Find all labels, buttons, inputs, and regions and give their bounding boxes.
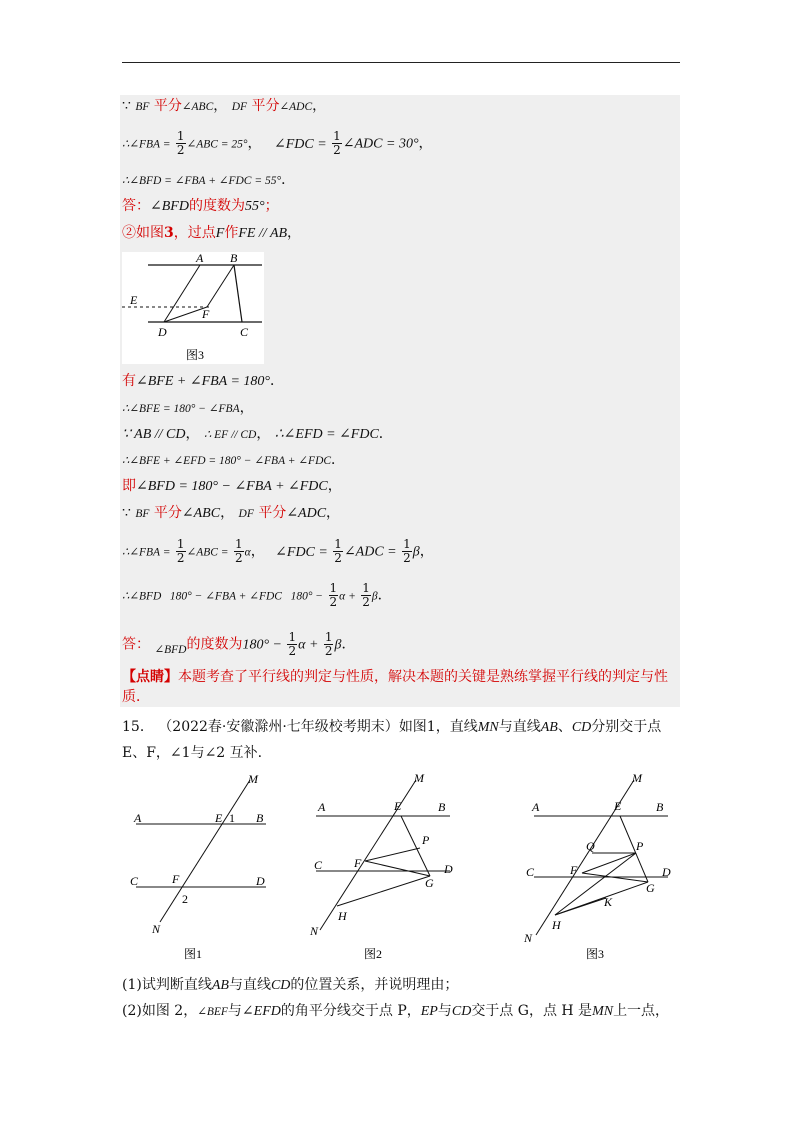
parallel-statement: FE // AB (238, 226, 288, 241)
case-text: ②如图 (122, 225, 164, 241)
label-e: E (394, 799, 402, 813)
equation-part: ∠FDC = (275, 544, 328, 560)
problem-text: 与直线 (498, 719, 541, 735)
label-b: B (438, 800, 446, 814)
frac-den: 2 (324, 644, 333, 658)
frac-num: 1 (334, 537, 342, 551)
label-c: C (314, 858, 323, 872)
comment-label: 【点睛】 (122, 669, 178, 685)
frac-den: 2 (333, 143, 341, 157)
label-a: A (532, 800, 540, 814)
label-b: B (656, 800, 664, 814)
equation: ∴∠EFD = ∠FDC (274, 427, 379, 442)
label-c: C (526, 865, 535, 879)
equation-part: ∴∠BFD 180° − ∠FBA + ∠FDC 180° − (122, 590, 324, 603)
frac-den: 2 (176, 143, 185, 157)
equation: ∠BFD = 180° − ∠FBA + ∠FDC (136, 479, 328, 494)
separator: ， (419, 543, 434, 560)
answer-1 (122, 197, 279, 216)
label-h: H (552, 918, 561, 932)
angle-adc: ∠ADC (286, 506, 327, 521)
frac-den: 2 (176, 551, 185, 565)
equation-part: ∠ABC = 25° (186, 138, 248, 151)
figure-3-diagram (122, 252, 264, 364)
angle-bef: ∠BEF (197, 1006, 228, 1018)
separator: ， (418, 135, 433, 152)
question-text: 上一点， (613, 1003, 670, 1019)
problem-text: 分别交于点 (591, 719, 662, 735)
frac-den: 2 (288, 644, 297, 658)
problem-text: E、F，∠1与∠2 互补. (122, 745, 263, 761)
p15-figure-2 (309, 771, 453, 961)
line-mn: MN (477, 720, 499, 735)
segment-df: DF (238, 508, 254, 520)
label-g: G (425, 876, 434, 890)
equation-part: ∠ADC = (343, 544, 397, 560)
separator: ． (377, 587, 392, 604)
figure-caption: 图2 (364, 947, 383, 961)
problem-15-line-2 (122, 744, 262, 762)
alpha-symbol: α + (339, 590, 356, 603)
question-2 (122, 1002, 669, 1021)
frac-num: 1 (235, 537, 243, 551)
segment-bf: BF (135, 508, 150, 520)
solution-line-7 (122, 425, 393, 444)
frac-num: 1 (329, 581, 338, 595)
separator: ， (185, 426, 200, 442)
have-text: 有 (122, 373, 136, 389)
question-text: (1)试判断直线 (122, 977, 212, 993)
point-f: F (215, 226, 225, 241)
problem-15-line-1 (122, 718, 661, 737)
fraction-half (361, 582, 371, 609)
solution-line-1 (122, 97, 326, 116)
segment-df: DF (231, 101, 248, 113)
angle-abc: ∠ABC (181, 506, 221, 521)
question-text: 交于点 G，点 H 是 (471, 1003, 593, 1019)
because-symbol: ∵ (122, 98, 131, 114)
fraction-half (324, 631, 334, 658)
comment-line-1 (122, 668, 668, 686)
line-cd: CD (451, 1004, 472, 1019)
equation-part: ∠ADC = 30° (342, 136, 419, 152)
equation: ∴ EF // CD (203, 429, 257, 441)
label-f: F (172, 872, 180, 886)
figure-caption: 图3 (186, 348, 205, 362)
line-cd: CD (571, 720, 592, 735)
fraction-half (234, 538, 244, 565)
equation: ∵ AB // CD (122, 427, 186, 442)
label-p: P (636, 839, 644, 853)
label-d: D (158, 325, 167, 339)
solution-line-2 (122, 130, 433, 157)
answer-text: 的度数为 (188, 198, 245, 214)
angle-adc: ∠ADC (279, 101, 313, 113)
label-f: F (570, 863, 578, 877)
solution-line-9 (122, 477, 342, 496)
answer-value: 180° − (242, 637, 282, 653)
separator: ， (312, 98, 327, 114)
label-b: B (256, 811, 264, 825)
figure-number: 3 (164, 225, 174, 241)
equation: ∴∠BFE + ∠EFD = 180° − ∠FBA + ∠FDC (122, 455, 332, 467)
equation-part: ∴∠FBA = (122, 546, 171, 559)
separator: ． (331, 452, 346, 468)
label-n: N (310, 924, 319, 938)
fraction-half (176, 538, 186, 565)
label-e: E (215, 811, 223, 825)
frac-num: 1 (324, 630, 333, 644)
line-ab: AB (540, 720, 558, 735)
figure-caption: 图3 (586, 947, 605, 961)
case-text: 作 (224, 225, 239, 241)
fraction-half (333, 538, 343, 565)
separator: ； (264, 198, 279, 214)
beta-symbol: β (334, 637, 342, 653)
separator: ， (220, 505, 235, 521)
bisect-text: 平分 (153, 98, 182, 114)
bisect-text: 平分 (153, 505, 182, 521)
label-f: F (354, 856, 362, 870)
fraction-half (176, 130, 186, 157)
separator: ． (341, 636, 356, 653)
separator: ， (327, 478, 342, 494)
label-d: D (662, 865, 671, 879)
label-b: B (230, 252, 238, 265)
question-text: (2)如图 2， (122, 1003, 198, 1019)
label-k: K (604, 895, 613, 909)
frac-num: 1 (288, 630, 297, 644)
solution-line-6 (122, 399, 254, 418)
label-g: G (646, 881, 655, 895)
beta-symbol: β (412, 544, 420, 560)
separator: ． (378, 426, 393, 442)
frac-den: 2 (329, 595, 338, 609)
angle-abc: ∠ABC (181, 101, 214, 113)
separator: ， (247, 135, 262, 152)
equation: ∠BFE + ∠FBA = 180° (136, 374, 271, 389)
label-d: D (256, 874, 265, 888)
beta-symbol: β (371, 590, 378, 603)
line-ab: AB (211, 978, 229, 993)
solution-figure-3 (122, 252, 264, 364)
comment-text: 本题考查了平行线的判定与性质，解决本题的关键是熟练掌握平行线的判定与性 (178, 669, 668, 685)
label-a: A (196, 252, 204, 265)
solution-line-5 (122, 372, 284, 391)
label-h: H (338, 909, 347, 923)
equation-part: ∴∠FBA = (122, 138, 171, 151)
header-rule (122, 62, 680, 63)
label-n: N (152, 922, 161, 936)
label-m: M (632, 771, 642, 785)
label-d: D (444, 862, 453, 876)
separator: ， (326, 505, 341, 521)
separator: ， (256, 426, 271, 442)
separator: ， (287, 225, 302, 241)
problem-15-figures (120, 770, 680, 970)
line-cd: CD (270, 978, 291, 993)
question-text: 的角平分线交于点 P， (280, 1003, 421, 1019)
label-c: C (130, 874, 139, 888)
that-is-text: 即 (122, 478, 136, 494)
bisect-text: 平分 (251, 98, 280, 114)
separator: ． (281, 172, 296, 188)
frac-num: 1 (333, 129, 341, 143)
case-text: ，过点 (173, 225, 216, 241)
segment-bf: BF (135, 101, 150, 113)
equation: ∴∠BFE = 180° − ∠FBA (122, 403, 240, 415)
p15-figure-3 (523, 771, 671, 961)
comment-text: 质． (122, 689, 150, 705)
question-text: 与直线 (228, 977, 271, 993)
segment-ep: EP (420, 1004, 438, 1019)
angle-bfd: ∠BFD (154, 643, 187, 656)
label-angle-1: 1 (229, 811, 235, 825)
equation-part: ∠FDC = (273, 136, 327, 152)
angle-efd: ∠EFD (241, 1004, 281, 1019)
label-m: M (248, 772, 258, 786)
problem-number: 15． (122, 719, 154, 735)
frac-num: 1 (176, 537, 185, 551)
answer-value: 55° (244, 199, 265, 214)
label-q: Q (586, 839, 595, 853)
separator: ， (213, 98, 228, 114)
label-e: E (614, 799, 622, 813)
label-e: E (130, 293, 138, 307)
equation: ∴∠BFD = ∠FBA + ∠FDC = 55° (122, 175, 282, 187)
answer-label: 答： (122, 636, 150, 653)
label-a: A (134, 811, 142, 825)
solution-line-8 (122, 451, 345, 470)
frac-num: 1 (403, 537, 411, 551)
alpha-symbol: α + (298, 637, 319, 653)
label-n: N (524, 931, 533, 945)
fraction-half (332, 130, 342, 157)
line-mn: MN (592, 1004, 614, 1019)
frac-den: 2 (235, 551, 243, 565)
solution-line-10 (122, 504, 340, 523)
frac-den: 2 (403, 551, 411, 565)
question-1 (122, 976, 458, 995)
separator: ． (270, 373, 285, 389)
solution-line-11 (122, 538, 434, 565)
figure-caption: 图1 (184, 947, 203, 961)
problem-text: 如图1，直线 (398, 719, 478, 735)
separator: ， (239, 400, 254, 416)
frac-den: 2 (362, 595, 370, 609)
frac-den: 2 (334, 551, 342, 565)
question-text: 的位置关系，并说明理由； (290, 977, 459, 993)
fraction-half (402, 538, 412, 565)
label-m: M (414, 771, 424, 785)
answer-2 (122, 631, 355, 658)
p15-figure-1 (130, 772, 266, 961)
fraction-half (329, 582, 339, 609)
case-2-heading (122, 224, 301, 243)
because-symbol: ∵ (122, 505, 131, 521)
problem-source: （2022春·安徽滁州·七年级校考期末） (158, 719, 399, 735)
frac-num: 1 (176, 129, 185, 143)
solution-line-12 (122, 582, 392, 609)
question-text: 与 (227, 1003, 242, 1019)
question-text: 与 (437, 1003, 452, 1019)
answer-label: 答： (122, 198, 150, 214)
label-c: C (240, 325, 249, 339)
angle-bfd: ∠BFD (150, 199, 189, 214)
equation-part: ∠ABC = (186, 546, 229, 559)
label-p: P (422, 833, 430, 847)
alpha-symbol: α (244, 546, 251, 559)
answer-text: 的度数为 (186, 636, 243, 653)
label-a: A (318, 800, 326, 814)
label-angle-2: 2 (182, 892, 188, 906)
separator: ， (250, 543, 265, 560)
solution-line-3 (122, 171, 295, 190)
problem-text: 、 (557, 719, 572, 735)
bisect-text: 平分 (258, 505, 287, 521)
label-f: F (202, 307, 210, 321)
frac-num: 1 (362, 581, 370, 595)
fraction-half (287, 631, 297, 658)
comment-line-2 (122, 688, 150, 706)
